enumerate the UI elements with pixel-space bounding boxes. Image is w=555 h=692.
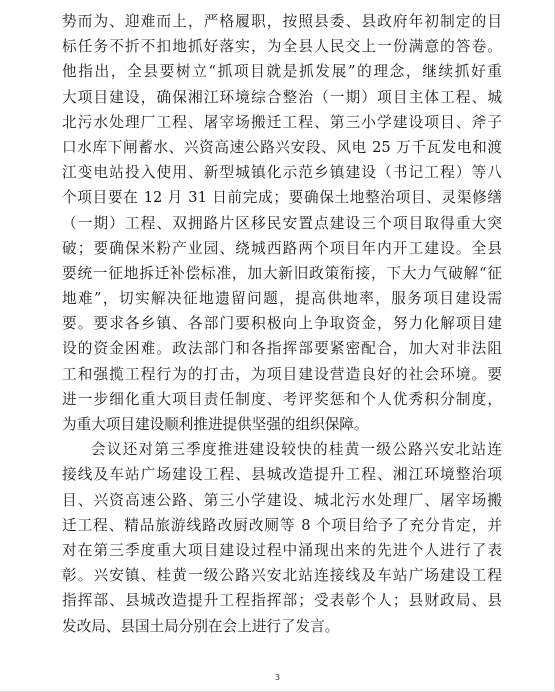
text-line: 要。要求各乡镇、各部门要积极向上争取资金，努力化解项目建 (62, 315, 502, 333)
text-line: 发改局、县国土局分别在会上进行了发言。 (62, 617, 340, 635)
text-line: 要统一征地拆迁补偿标准，加大新旧政策衔接，下大力气破解“征 (62, 264, 502, 282)
text-line: 标任务不折不扣地抓好落实，为全县人民交上一份满意的答卷。 (62, 38, 502, 56)
body-text (62, 9, 502, 639)
text-line: 指挥部、县城改造提升工程指挥部；受表彰个人；县财政局、县 (62, 592, 502, 610)
text-line: （一期）工程、双拥路片区移民安置点建设三个项目取得重大突 (62, 214, 502, 232)
text-line: 破；要确保米粉产业园、绕城西路两个项目年内开工建设。全县 (62, 239, 502, 257)
text-line: 迁工程、精品旅游线路改厨改厕等 8 个项目给予了充分肯定，并 (62, 516, 502, 534)
text-line: 江变电站投入使用、新型城镇化示范乡镇建设（书记工程）等八 (62, 164, 502, 182)
text-line: 为重大项目建设顺利推进提供坚强的组织保障。 (62, 416, 369, 433)
text-line: 会议还对第三季度推进建设较快的桂黄一级公路兴安北站连 (91, 441, 502, 459)
text-line: 势而为、迎难而上，严格履职，按照县委、县政府年初制定的目 (62, 13, 502, 30)
text-line: 对在第三季度重大项目建设过程中涌现出来的先进个人进行了表 (62, 541, 502, 559)
text-line: 目、兴资高速公路、第三小学建设、城北污水处理厂、屠宰场搬 (62, 491, 502, 509)
text-line: 设的资金困难。政法部门和各指挥部要紧密配合，加大对非法阻 (62, 340, 502, 358)
text-line: 彰。兴安镇、桂黄一级公路兴安北站连接线及车站广场建设工程 (62, 567, 502, 585)
text-line: 个项目要在 12 月 31 日前完成；要确保土地整治项目、灵渠修缮 (62, 189, 502, 207)
text-line: 口水库下闸蓄水、兴资高速公路兴安段、风电 25 万千瓦发电和渡 (62, 138, 502, 156)
text-line: 接线及车站广场建设工程、县城改造提升工程、湘江环境整治项 (62, 466, 502, 484)
text-line: 他指出，全县要树立“抓项目就是抓发展”的理念，继续抓好重 (62, 63, 502, 81)
text-line: 地难”，切实解决征地遗留问题，提高供地率，服务项目建设需 (62, 290, 502, 308)
text-line: 进一步细化重大项目责任制度、考评奖惩和个人优秀积分制度， (62, 390, 502, 408)
text-line: 北污水处理厂工程、屠宰场搬迁工程、第三小学建设项目、斧子 (62, 113, 502, 131)
text-line: 工和强揽工程行为的打击，为项目建设营造良好的社会环境。要 (62, 365, 502, 383)
page-number: 3 (274, 673, 281, 682)
text-line: 大项目建设，确保湘江环境综合整治（一期）项目主体工程、城 (62, 88, 502, 106)
